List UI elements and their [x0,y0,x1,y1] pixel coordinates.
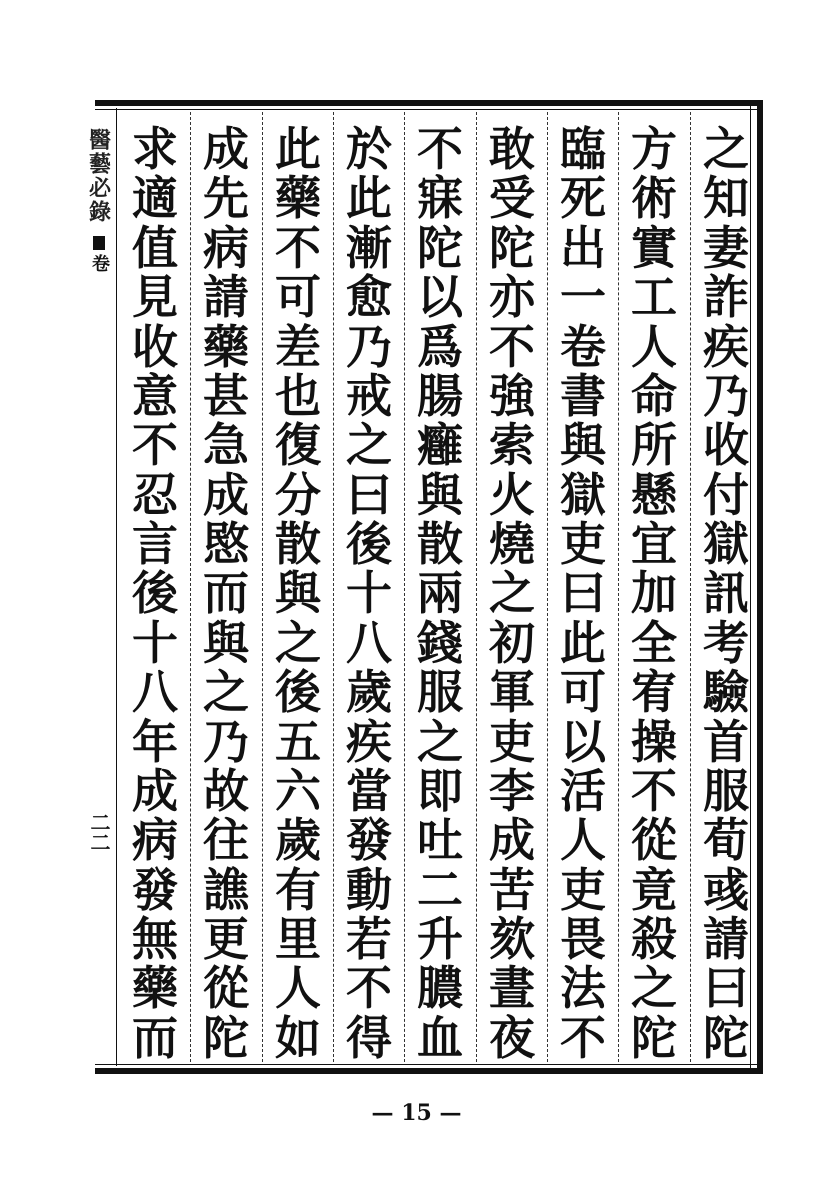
character: 癰 [417,418,463,473]
character: 發 [132,862,178,917]
character: 里 [275,912,321,966]
character: 收 [703,418,749,473]
margin-strip [82,128,116,388]
character: 臨 [560,122,606,176]
character: 晝 [489,961,535,1016]
text-column [404,122,476,1065]
character: 更 [203,912,249,966]
page-number: — 15 — [371,1100,462,1126]
character: 畏 [560,912,606,966]
character: 人 [560,813,606,868]
character: 陀 [489,220,535,275]
text-column [119,122,191,1065]
character: 後 [275,665,321,720]
character: 不 [346,961,392,1016]
character: 李 [489,763,535,818]
character: 之 [489,566,535,621]
frame-bottom-border [95,1064,763,1074]
character: 收 [132,319,178,374]
character: 值 [132,220,178,275]
character: 愍 [203,517,249,571]
character: 命 [631,368,677,423]
character: 見 [132,270,178,325]
character: 加 [631,566,677,621]
character: 而 [132,1010,178,1065]
character: 所 [631,418,677,473]
character: 疾 [346,714,392,769]
character: 甚 [203,368,249,423]
character: 藥 [132,961,178,1016]
character: 成 [132,763,178,818]
character: 獄 [560,467,606,522]
character: 與 [560,418,606,473]
character: 有 [275,862,321,917]
character: 乃 [703,368,749,423]
character: 吐 [417,813,463,868]
character: 以 [417,270,463,325]
character: 曰 [560,566,606,621]
character: 若 [346,912,392,966]
character: 十 [346,566,392,621]
character: 考 [703,615,749,670]
character: 吏 [560,862,606,917]
character: 之 [417,714,463,769]
character: 陀 [631,1010,677,1065]
text-column [476,122,548,1065]
character: 全 [631,615,677,670]
character: 散 [275,517,321,571]
character: 不 [631,763,677,818]
character: 六 [275,763,321,818]
character: 愈 [346,270,392,325]
character: 卷 [560,319,606,374]
character: 軍 [489,665,535,720]
character: 血 [417,1010,463,1065]
character: 人 [631,319,677,374]
character: 可 [275,270,321,325]
character: 一 [560,270,606,325]
character: 二 [417,862,463,917]
character: 分 [275,467,321,522]
character: 差 [275,319,321,374]
character: 竟 [631,862,677,917]
section-label: 卷 [89,254,110,272]
character: 而 [203,566,249,621]
character: 五 [275,714,321,769]
character: 欬 [489,912,535,966]
character: 年 [132,714,178,769]
character: 殺 [631,912,677,966]
character: 成 [203,467,249,522]
character: 膿 [417,961,463,1016]
character: 腸 [417,368,463,423]
character: 藥 [275,171,321,226]
character: 如 [275,1010,321,1065]
character: 漸 [346,220,392,275]
character: 後 [132,566,178,621]
character: 病 [203,220,249,275]
character: 也 [275,368,321,423]
character: 詐 [703,270,749,325]
character: 無 [132,912,178,966]
character: 從 [631,813,677,868]
character: 不 [489,319,535,374]
text-column [190,122,262,1065]
character: 發 [346,813,392,868]
text-column [690,122,762,1065]
character: 錢 [417,615,463,670]
character: 十 [132,615,178,670]
character: 受 [489,171,535,226]
character: 與 [417,467,463,522]
character: 宥 [631,665,677,720]
character: 方 [631,122,677,176]
character: 急 [203,418,249,473]
character: 苦 [489,862,535,917]
character: 從 [203,961,249,1016]
character: 戒 [346,368,392,423]
character: 於 [346,122,392,176]
character: 死 [560,171,606,226]
character: 陀 [703,1010,749,1065]
character: 病 [132,813,178,868]
leaf-number: 二二 [87,812,111,852]
character: 懸 [631,467,677,522]
character: 操 [631,714,677,769]
character: 曰 [703,961,749,1016]
character: 譙 [203,862,249,917]
character: 活 [560,763,606,818]
character: 吏 [560,517,606,571]
character: 工 [631,270,677,325]
character: 服 [703,763,749,818]
character: 彧 [703,862,749,917]
character: 爲 [417,319,463,374]
character: 成 [489,813,535,868]
character: 歲 [275,813,321,868]
character: 不 [275,220,321,275]
character: 此 [275,122,321,176]
character: 曰 [346,467,392,522]
character: 人 [275,961,321,1016]
character: 歲 [346,665,392,720]
character: 適 [132,171,178,226]
character: 請 [203,270,249,325]
character: 此 [346,171,392,226]
text-column [547,122,619,1065]
character: 夜 [489,1010,535,1065]
character: 成 [203,122,249,176]
character: 之 [703,122,749,176]
character: 實 [631,220,677,275]
character: 付 [703,467,749,522]
character: 術 [631,171,677,226]
character: 與 [275,566,321,621]
character: 此 [560,615,606,670]
character: 宜 [631,517,677,571]
character: 獄 [703,517,749,571]
text-column [333,122,405,1065]
character: 知 [703,171,749,226]
frame-left-border [116,108,117,1066]
character: 服 [417,665,463,720]
character: 亦 [489,270,535,325]
character: 八 [132,665,178,720]
character: 荀 [703,813,749,868]
character: 索 [489,418,535,473]
character: 驗 [703,665,749,720]
character: 藥 [203,319,249,374]
text-column [262,122,334,1065]
character: 散 [417,517,463,571]
character: 強 [489,368,535,423]
character: 復 [275,418,321,473]
character: 乃 [203,714,249,769]
character: 得 [346,1010,392,1065]
character: 言 [132,517,178,571]
character: 動 [346,862,392,917]
text-column [618,122,690,1065]
character: 陀 [203,1010,249,1065]
character: 後 [346,517,392,571]
character: 出 [560,220,606,275]
frame-top-border [95,100,763,110]
character: 初 [489,615,535,670]
character: 請 [703,912,749,966]
character: 之 [631,961,677,1016]
character: 先 [203,171,249,226]
fishtail-mark [93,236,105,250]
character: 之 [275,615,321,670]
character: 火 [489,467,535,522]
character: 之 [346,418,392,473]
character: 訊 [703,566,749,621]
character: 忍 [132,467,178,522]
character: 吏 [489,714,535,769]
character: 不 [560,1010,606,1065]
character: 兩 [417,566,463,621]
character: 首 [703,714,749,769]
character: 乃 [346,319,392,374]
character: 當 [346,763,392,818]
character: 以 [560,714,606,769]
character: 八 [346,615,392,670]
character: 妻 [703,220,749,275]
character: 故 [203,763,249,818]
character: 與 [203,615,249,670]
character: 不 [417,122,463,176]
character: 之 [203,665,249,720]
character: 往 [203,813,249,868]
character: 不 [132,418,178,473]
character: 陀 [417,220,463,275]
character: 燒 [489,517,535,571]
character: 升 [417,912,463,966]
character: 求 [132,122,178,176]
character: 疾 [703,319,749,374]
book-title: 醫藝必錄 [85,128,112,224]
character: 可 [560,665,606,720]
character: 意 [132,368,178,423]
character: 法 [560,961,606,1016]
character: 即 [417,763,463,818]
character: 寐 [417,171,463,226]
character: 敢 [489,122,535,176]
character: 書 [560,368,606,423]
